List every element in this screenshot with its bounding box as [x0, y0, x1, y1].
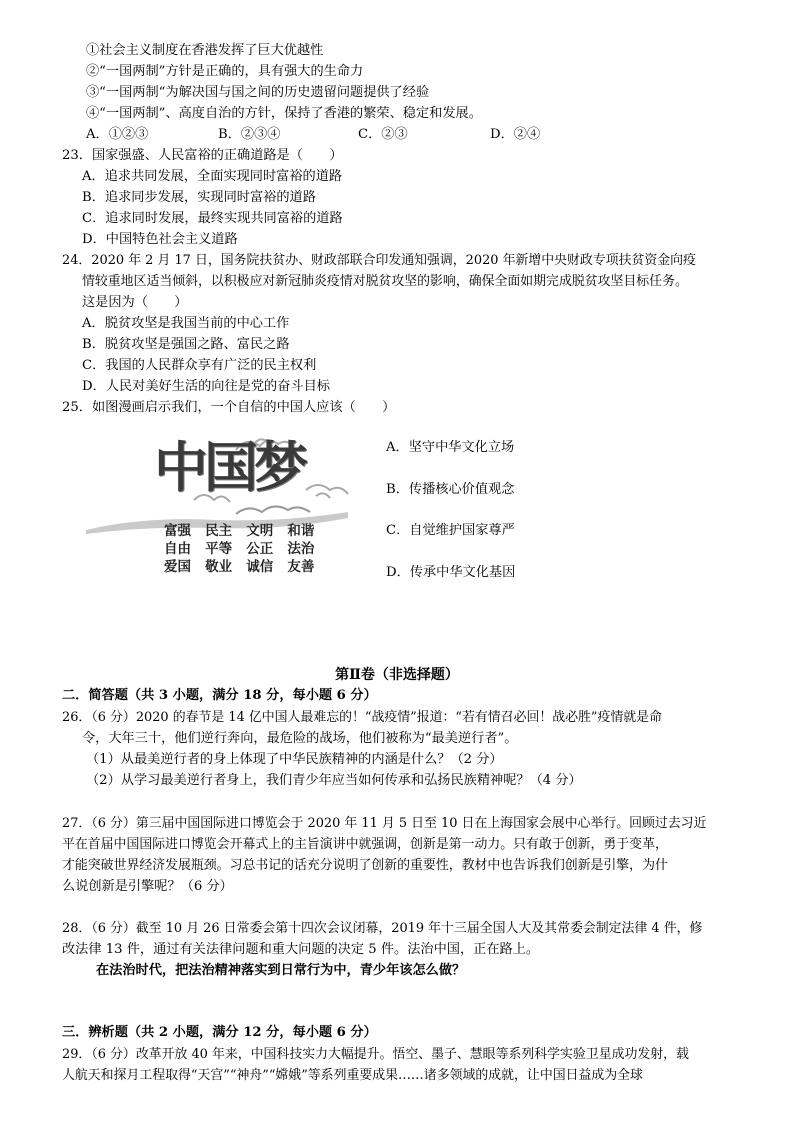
- core-values-row-1: [164, 522, 314, 540]
- value-item: 敬业: [205, 559, 233, 575]
- q28-line2: 改法律 13 件，通过有关法律问题和重大问题的决定 5 件。法治中国，正在路上。: [62, 942, 540, 957]
- value-item: 爱国: [164, 559, 191, 575]
- value-item: 富强: [164, 523, 191, 539]
- q27-line2: 平在首届中国国际进口博览会开幕式上的主旨演讲中就强调，创新是第一动力。只有敢于创新，勇于变革，: [62, 837, 668, 852]
- chinese-dream-cartoon-image: [86, 430, 356, 590]
- q22-item-3: ③“一国两制“为解决国与国之间的历史遗留问题提供了经验: [86, 85, 430, 100]
- value-item: 平等: [205, 541, 233, 557]
- q24-option-b[interactable]: B．脱贫攻坚是强国之路、富民之路: [82, 337, 290, 352]
- q22-option-b[interactable]: B．②③④: [218, 127, 281, 142]
- core-values-row-3: [164, 558, 314, 576]
- image-title-text: 中国梦: [154, 436, 304, 499]
- q25-option-b[interactable]: B．传播核心价值观念: [386, 482, 515, 497]
- core-values-grid: [164, 522, 314, 576]
- q22-item-1: ①社会主义制度在香港发挥了巨大优越性: [86, 43, 324, 58]
- q26-line2: 令，大年三十，他们逆行奔向，最危险的战场，他们被称为“最美逆行者”。: [82, 731, 518, 746]
- q23-option-c[interactable]: C．追求同时发展，最终实现共同富裕的道路: [82, 211, 343, 226]
- q22-item-2: ②“一国两制”方针是正确的，具有强大的生命力: [86, 64, 364, 79]
- value-item: 和谐: [287, 523, 315, 539]
- section-two-heading: 二．简答题（共 3 小题，满分 18 分，每小题 6 分）: [62, 688, 377, 703]
- q22-option-c[interactable]: C．②③: [358, 127, 408, 142]
- q23-stem: 23．国家强盛、人民富裕的正确道路是（ ）: [62, 148, 343, 163]
- part-two-title: 第Ⅱ卷（非选择题）: [335, 667, 459, 683]
- value-item: 法治: [287, 541, 315, 557]
- q24-stem-line1: 24．2020 年 2 月 17 日，国务院扶贫办、财政部联合印发通知强调，2020 年新增中央财政专项扶贫资金向疫: [62, 253, 696, 268]
- value-item: 公正: [246, 541, 274, 557]
- q22-option-d[interactable]: D．②④: [490, 127, 541, 142]
- q23-option-b[interactable]: B．追求同步发展，实现同时富裕的道路: [82, 190, 316, 205]
- value-item: 民主: [205, 523, 233, 539]
- q24-option-a[interactable]: A．脱贫攻坚是我国当前的中心工作: [82, 316, 290, 331]
- section-three-heading: 三．辨析题（共 2 小题，满分 12 分，每小题 6 分）: [62, 1025, 377, 1040]
- q24-stem-line2: 情较重地区适当倾斜，以积极应对新冠肺炎疫情对脱贫攻坚的影响，确保全面如期完成脱贫攻坚目标任务。: [82, 274, 688, 289]
- q26-sub1: （1）从最美逆行者的身上体现了中华民族精神的内涵是什么？（2 分）: [86, 752, 503, 767]
- value-item: 文明: [246, 523, 274, 539]
- q25-option-a[interactable]: A．坚守中华文化立场: [386, 440, 515, 455]
- q25-stem: 25．如图漫画启示我们，一个自信的中国人应该（ ）: [62, 400, 396, 415]
- value-item: 友善: [287, 559, 315, 575]
- q25-option-c[interactable]: C．自觉维护国家尊严: [386, 523, 515, 538]
- q22-item-4: ④“一国两制”、高度自治的方针，保持了香港的繁荣、稳定和发展。: [86, 106, 482, 121]
- q24-stem-line3: 这是因为（ ）: [82, 295, 188, 310]
- value-item: 自由: [164, 541, 191, 557]
- q23-option-a[interactable]: A．追求共同发展，全面实现同时富裕的道路: [82, 169, 343, 184]
- q29-line2: 人航天和探月工程取得“天宫”“神舟”“嫦娥”等系列重要成果……诸多领域的成就，让中国日益成为全球: [62, 1068, 643, 1083]
- q24-option-c[interactable]: C．我国的人民群众享有广泛的民主权利: [82, 358, 317, 373]
- q23-option-d[interactable]: D．中国特色社会主义道路: [82, 232, 238, 247]
- q26-sub2: （2）从学习最美逆行者身上，我们青少年应当如何传承和弘扬民族精神呢？（4 分）: [86, 773, 582, 788]
- q27-line1: 27．（6 分）第三届中国国际进口博览会于 2020 年 11 月 5 日至 10 日在上海国家会展中心举行。回顾过去习近: [62, 816, 707, 831]
- q25-option-d[interactable]: D．传承中华文化基因: [386, 565, 516, 580]
- value-item: 诚信: [246, 559, 274, 575]
- q28-question: 在法治时代，把法治精神落实到日常行为中，青少年该怎么做？: [96, 963, 466, 978]
- q27-line4: 么说创新是引擎呢？（6 分）: [62, 879, 233, 894]
- q28-line1: 28．（6 分）截至 10 月 26 日常委会第十四次会议闭幕，2019 年十三届全国人大及其常委会制定法律 4 件，修: [62, 921, 703, 936]
- core-values-row-2: [164, 540, 314, 558]
- q22-option-a[interactable]: A．①②③: [86, 127, 149, 142]
- q29-line1: 29．（6 分）改革开放 40 年来，中国科技实力大幅提升。悟空、墨子、慧眼等系列科学实验卫星成功发射，载: [62, 1047, 689, 1062]
- q26-line1: 26．（6 分）2020 的春节是 14 亿中国人最难忘的！“战疫情”报道：“若有情召必回！战必胜”疫情就是命: [62, 710, 662, 725]
- q24-option-d[interactable]: D．人民对美好生活的向往是党的奋斗目标: [82, 379, 330, 394]
- q27-line3: 才能突破世界经济发展瓶颈。习总书记的话充分说明了创新的重要性，教材中也告诉我们创新是引擎，为什: [62, 858, 668, 873]
